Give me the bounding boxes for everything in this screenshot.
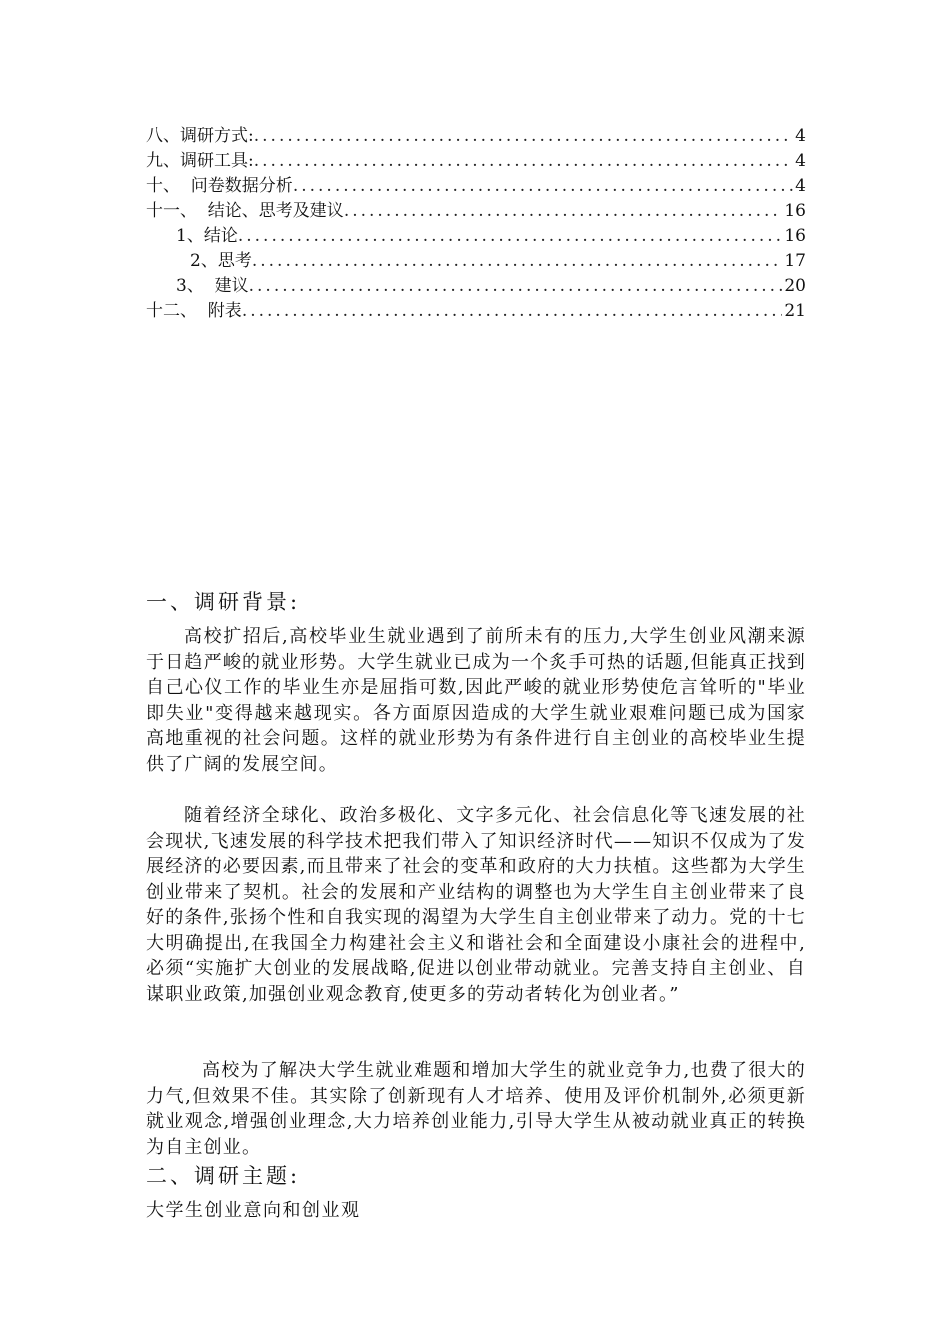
body-paragraph: 高校扩招后,高校毕业生就业遇到了前所未有的压力,大学生创业风潮来源于日趋严峻的就业形势。大学生就业已成为一个炙手可热的话题,但能真正找到自己心仪工作的毕业生亦是屈指可数,因此严峻的就业形势使危言耸听的"毕业即失业"变得越来越现实。各方面原因造成的大学生就业艰难问题已成为国家高地重视的社会问题。这样的就业形势为有条件进行自主创业的高校毕业生提供了广阔的发展空间。 xyxy=(146,626,806,775)
toc-leader-dots xyxy=(249,274,783,299)
body-paragraph: 高校为了解决大学生就业难题和增加大学生的就业竞争力,也费了很大的力气,但效果不佳。其实除了创新现有人才培养、使用及评价机制外,必须更新就业观念,增强创业理念,大力培养创业能力,引导大学生从被动就业真正的转换为自主创业。 xyxy=(146,1060,806,1158)
toc-leader-dots xyxy=(242,299,783,324)
body-paragraph: 随着经济全球化、政治多极化、文字多元化、社会信息化等飞速发展的社会现状,飞速发展的科学技术把我们带入了知识经济时代——知识不仅成为了发展经济的必要因素,而且带来了社会的变革和政府的大力扶植。这些都为大学生创业带来了契机。社会的发展和产业结构的调整也为大学生自主创业带来了良好的条件,张扬个性和自我实现的渴望为大学生自主创业带来了动力。党的十七大明确提出,在我国全力构建社会主义和谐社会和全面建设小康社会的进程中,必须“实施扩大创业的发展战略,促进以创业带动就业。完善支持自主创业、自谋职业政策,加强创业观念教育,使更多的劳动者转化为创业者。” xyxy=(146,805,806,1005)
toc-entry-label: 2、思考 xyxy=(190,251,252,271)
toc-leader-dots xyxy=(254,149,793,174)
toc-entry-page: 20 xyxy=(784,276,806,296)
toc-leader-dots xyxy=(238,224,783,249)
toc-entry-label: 3、 建议 xyxy=(176,276,249,296)
toc-entry-page: 21 xyxy=(784,301,806,321)
toc-entry[interactable] xyxy=(146,149,806,174)
toc-entry[interactable] xyxy=(146,299,806,324)
toc-entry-label: 十、 问卷数据分析 xyxy=(146,176,293,196)
toc-entry-page: 16 xyxy=(784,226,806,246)
toc-entry[interactable] xyxy=(146,174,806,199)
section-heading: 二、调研主题: xyxy=(146,1164,301,1188)
toc-entry-page: 16 xyxy=(784,201,806,221)
toc-entry[interactable] xyxy=(146,124,806,149)
table-of-contents xyxy=(146,124,806,324)
toc-entry-page: 4 xyxy=(795,176,806,196)
section-content: 大学生创业意向和创业观 xyxy=(146,1200,361,1221)
toc-entry-label: 1、结论 xyxy=(176,226,238,246)
toc-entry-label: 九、调研工具: xyxy=(146,151,254,171)
toc-entry-page: 17 xyxy=(784,251,806,271)
toc-leader-dots xyxy=(344,199,783,224)
toc-entry-label: 十一、 结论、思考及建议 xyxy=(146,201,344,221)
toc-entry-page: 4 xyxy=(795,151,806,171)
toc-entry[interactable] xyxy=(146,249,806,274)
toc-entry[interactable] xyxy=(146,199,806,224)
toc-entry[interactable] xyxy=(146,274,806,299)
toc-entry-label: 十二、 附表 xyxy=(146,301,242,321)
toc-entry-page: 4 xyxy=(795,126,806,146)
toc-leader-dots xyxy=(254,124,793,149)
toc-leader-dots xyxy=(252,249,783,274)
toc-entry[interactable] xyxy=(146,224,806,249)
section-heading: 一、调研背景: xyxy=(146,590,301,614)
toc-entry-label: 八、调研方式: xyxy=(146,126,254,146)
toc-leader-dots xyxy=(293,174,793,199)
